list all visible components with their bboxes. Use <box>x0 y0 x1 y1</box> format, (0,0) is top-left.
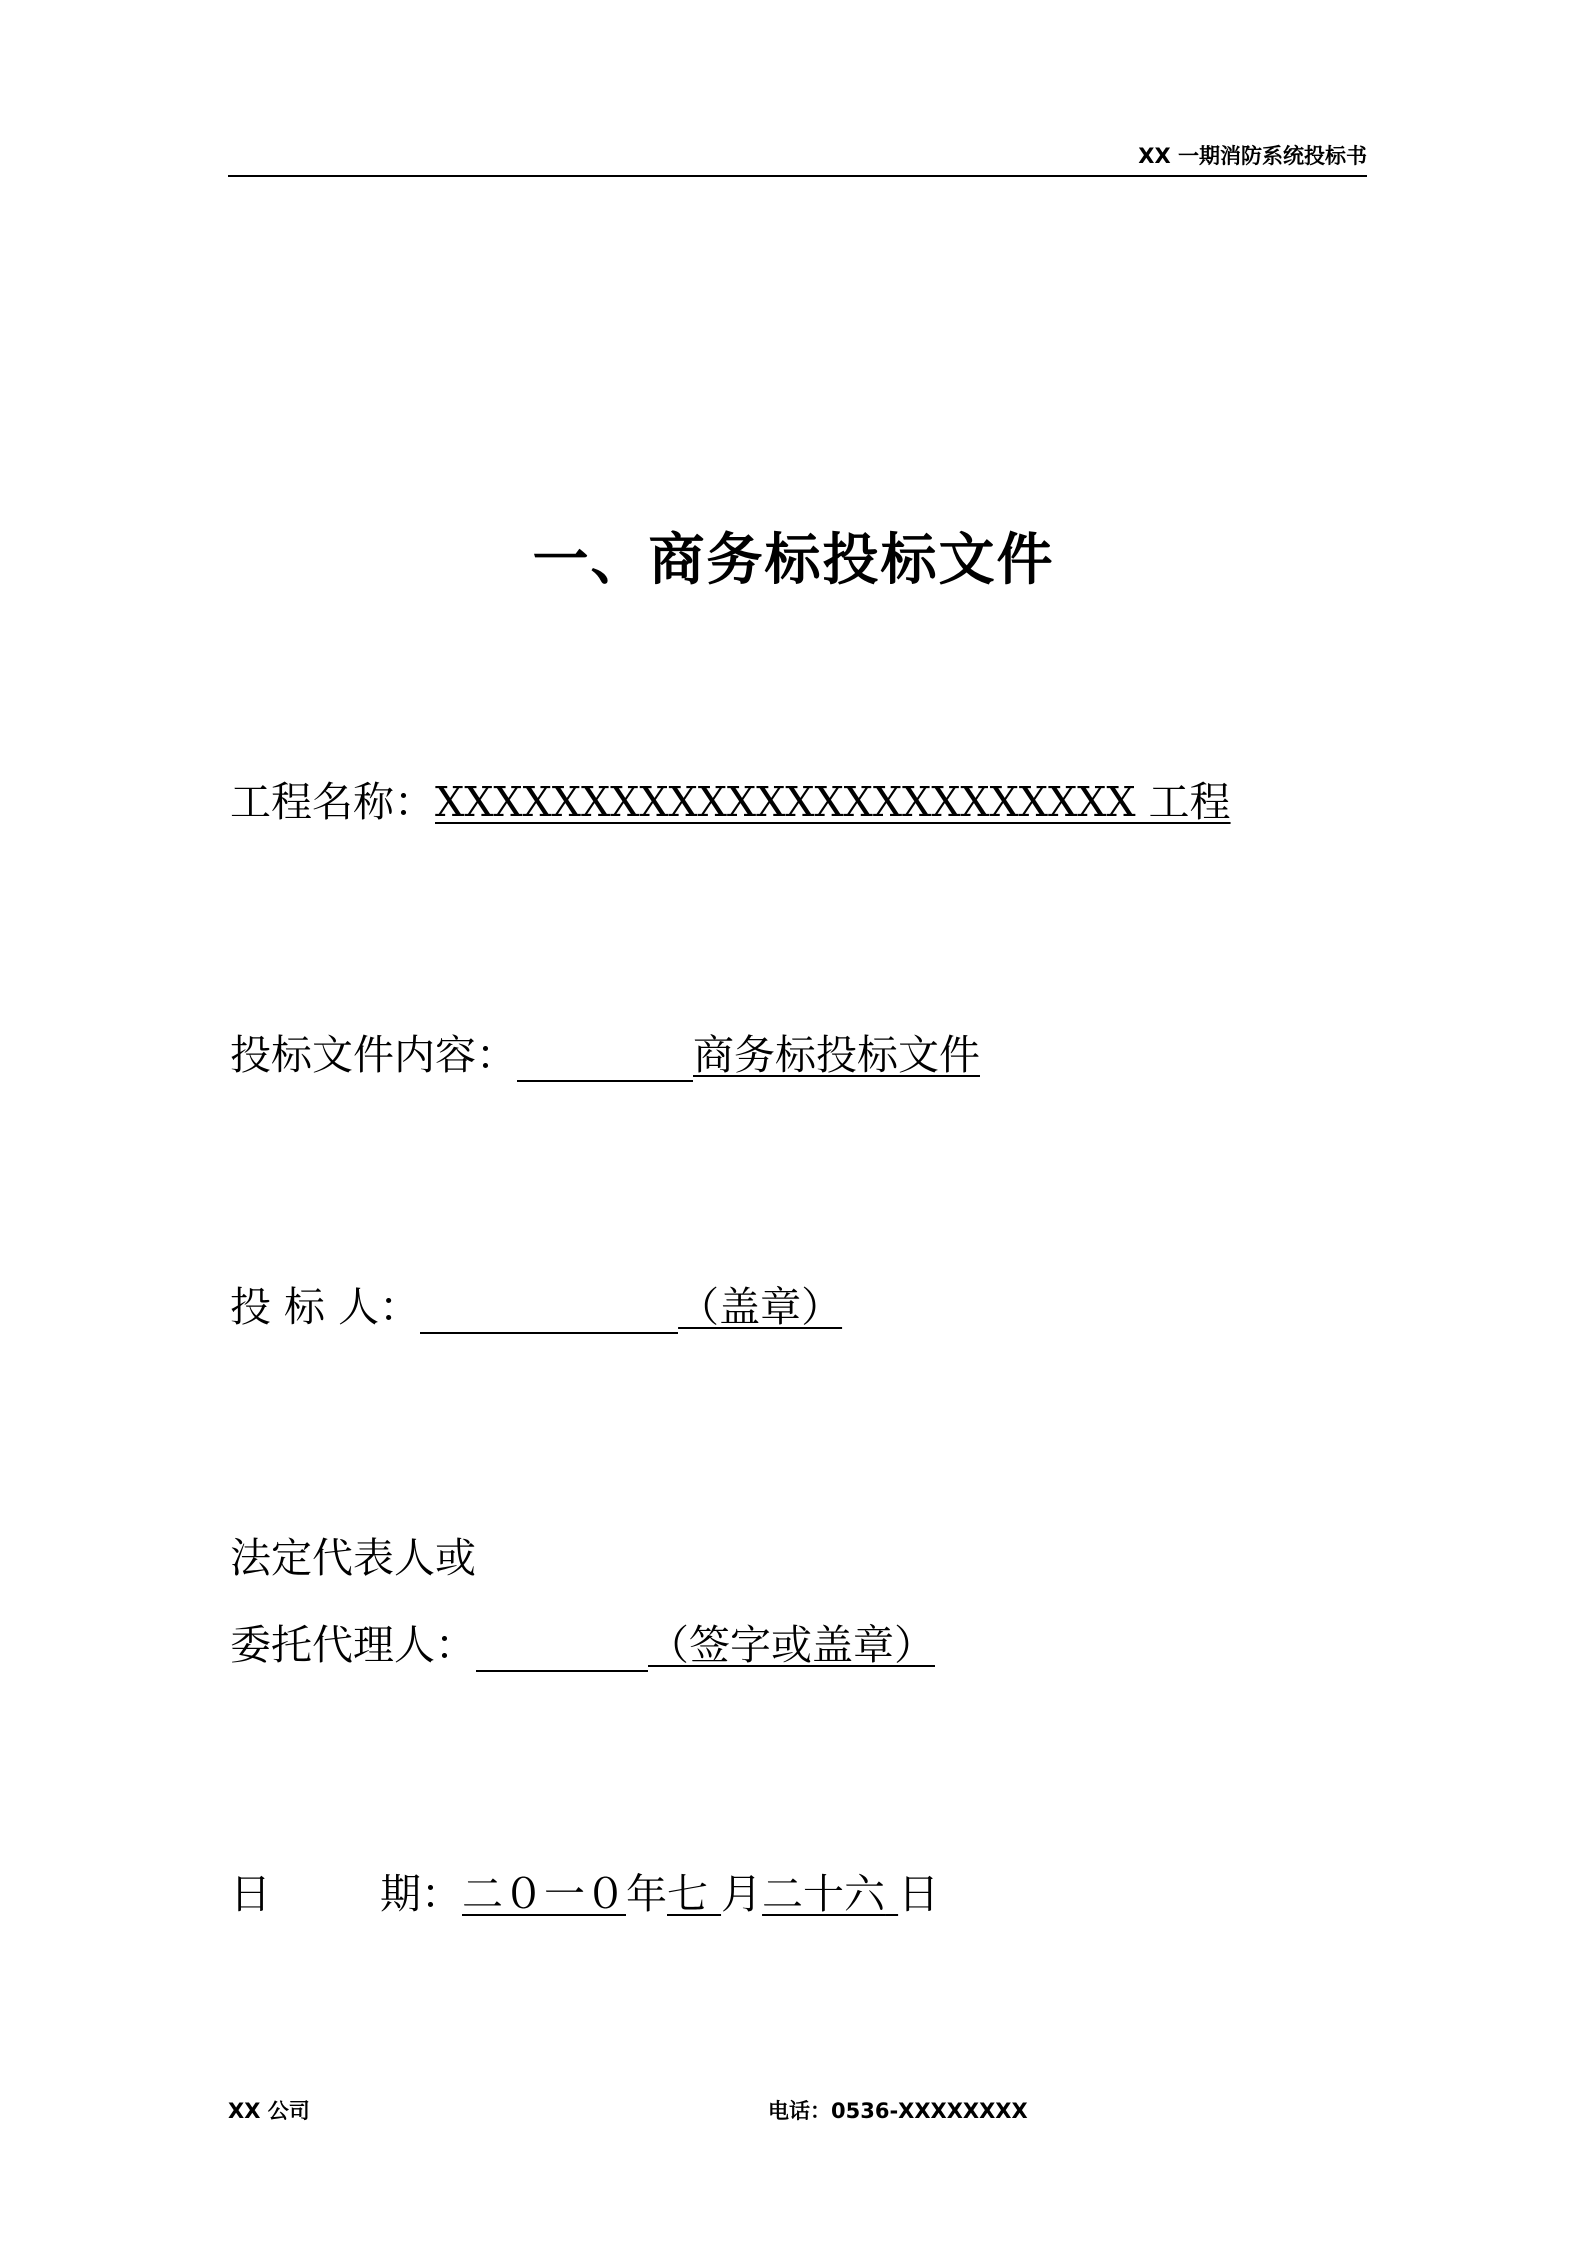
project-name-value: XXXXXXXXXXXXXXXXXXXXXXXX 工程 <box>435 778 1231 826</box>
representative-label-line2: 委托代理人： <box>230 1621 476 1669</box>
header-divider <box>228 175 1367 177</box>
date-month-unit: 月 <box>721 1870 763 1918</box>
date-row <box>230 1870 940 1918</box>
representative-blank-line <box>476 1629 648 1672</box>
representative-value: （签字或盖章） <box>648 1621 935 1669</box>
document-title: 一、商务标投标文件 <box>532 528 1055 593</box>
bidder-blank-line <box>420 1291 678 1334</box>
representative-label-line1: 法定代表人或 <box>230 1534 476 1582</box>
project-name-label: 工程名称： <box>230 778 435 826</box>
date-month: 七 <box>667 1870 708 1918</box>
date-day-unit: 日 <box>898 1870 940 1918</box>
date-year: 二０一０ <box>462 1870 626 1918</box>
content-label: 投标文件内容： <box>230 1031 517 1079</box>
footer-company: XX 公司 <box>228 2099 310 2123</box>
date-label-second: 期： <box>380 1870 462 1918</box>
representative-row <box>230 1621 935 1669</box>
project-name-row <box>230 778 1231 826</box>
content-row <box>230 1031 980 1079</box>
bidder-label: 投 标 人： <box>230 1283 421 1331</box>
page-header-title: XX 一期消防系统投标书 <box>1138 144 1367 168</box>
content-blank-line <box>517 1039 693 1082</box>
content-value: 商务标投标文件 <box>693 1031 980 1079</box>
date-year-unit: 年 <box>626 1870 667 1918</box>
bidder-value: （盖章） <box>678 1283 843 1331</box>
bidder-row <box>230 1283 843 1331</box>
date-label-first: 日 <box>230 1870 271 1918</box>
date-day: 二十六 <box>762 1870 886 1918</box>
footer-phone: 电话：0536-XXXXXXXX <box>768 2099 1028 2123</box>
